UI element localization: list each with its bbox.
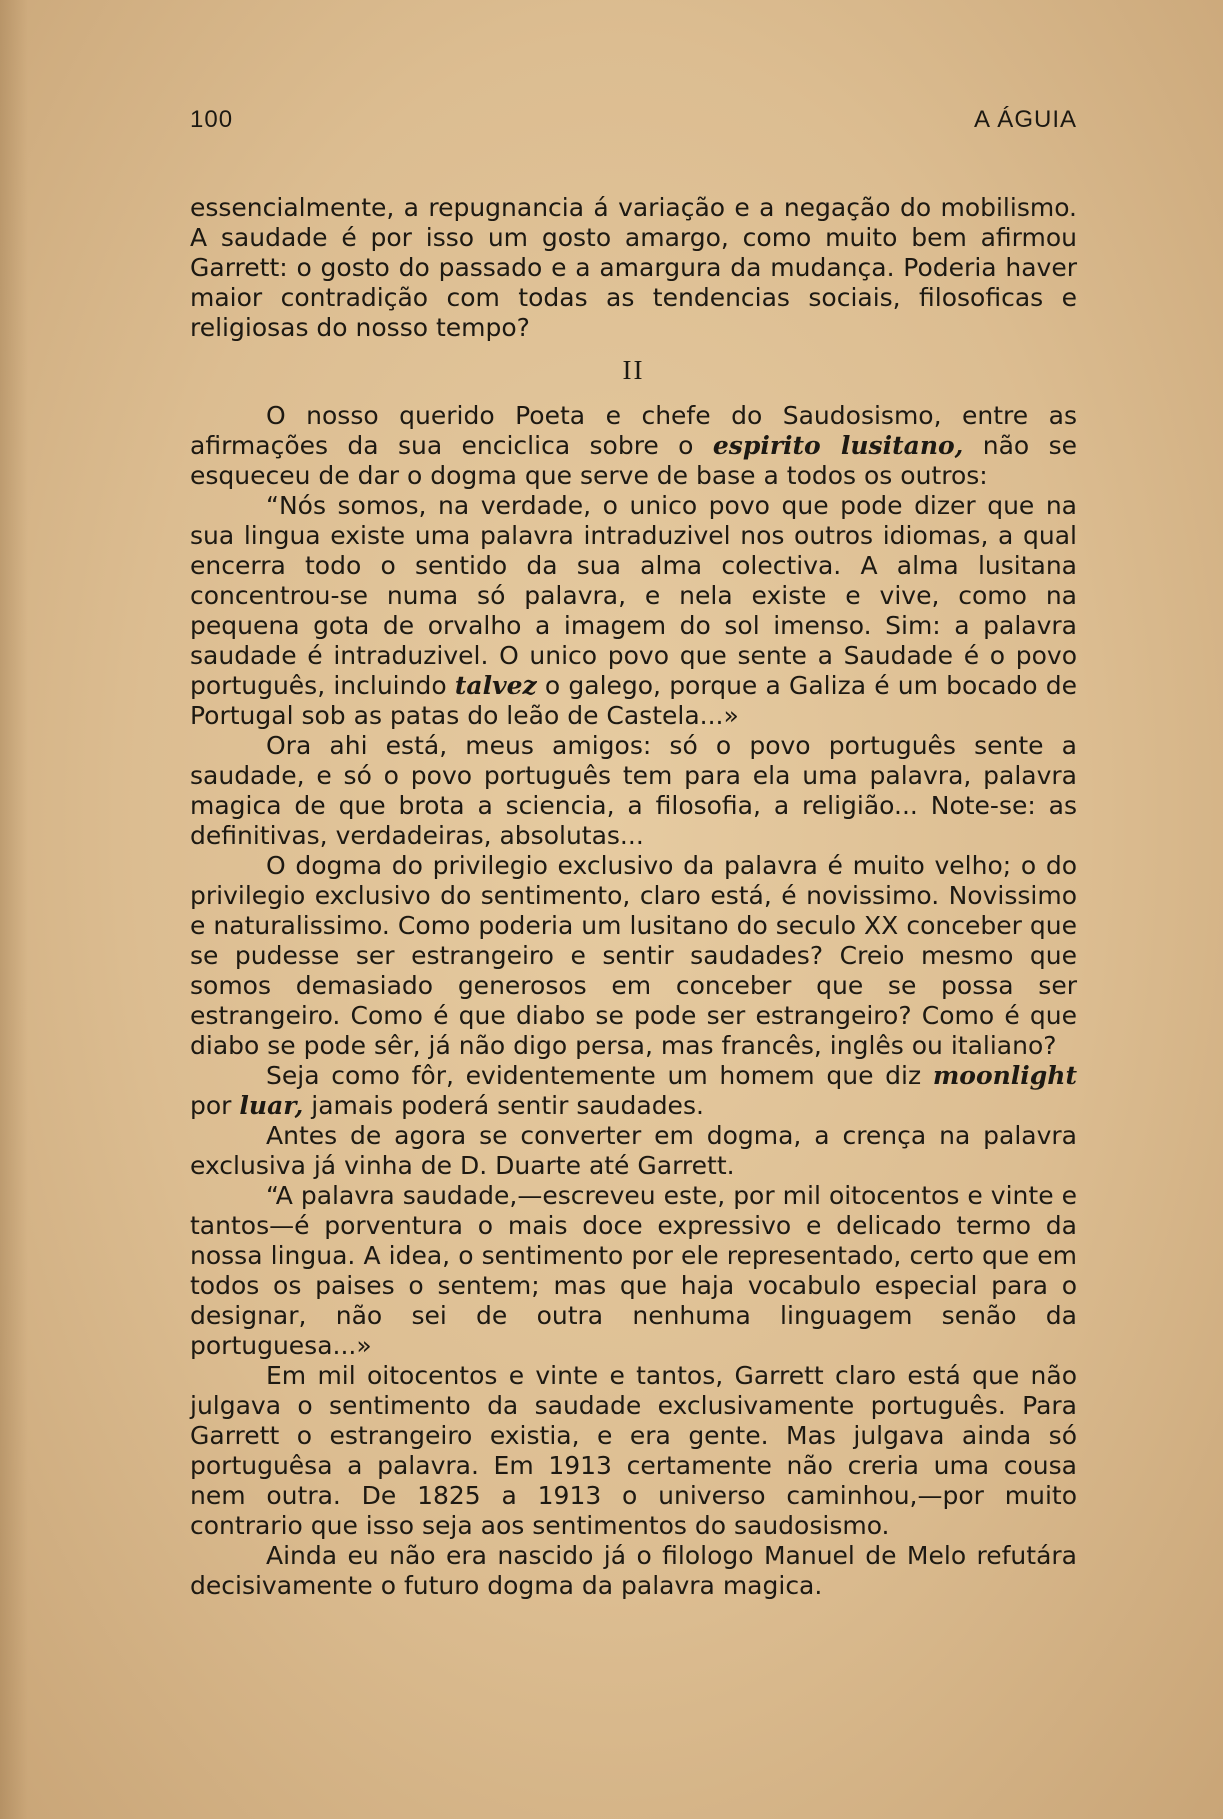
- section-number: II: [622, 355, 645, 385]
- paragraph-7: Antes de agora se converter em dogma, a crença na palavra exclusiva já vinha de D. Duarte até Garrett.: [190, 1121, 1077, 1180]
- paragraph-2-text-c: não se esqueceu de dar o dogma que serve de base a todos os outros:: [190, 431, 1078, 490]
- paragraph-6-emphasis-luar: luar,: [239, 1091, 304, 1120]
- paragraph-3-quote: [190, 491, 1077, 731]
- body-text: [190, 193, 1077, 1601]
- page-number: 100: [190, 106, 234, 133]
- paragraph-6-text-a: Seja como fôr, evidentemente um homem que diz: [266, 1061, 933, 1090]
- paragraph-6-text-e: jamais poderá sentir saudades.: [303, 1091, 704, 1120]
- paragraph-2: [190, 401, 1077, 491]
- paragraph-3-text-a: “Nós somos, na verdade, o unico povo que pode dizer que na sua lingua existe uma palavra intraduzivel nos outros idiomas, a qual encerra todo o sentido da sua alma colectiva. A alma lusitana concentrou-se numa só palavra, e nela existe e vive, como na pequena gota de orvalho a imagem do sol imenso. Sim: a palavra saudade é intraduzivel. O unico povo que sente a Saudade é o povo português, incluindo: [190, 491, 1077, 700]
- paragraph-5: O dogma do privilegio exclusivo da palavra é muito velho; o do privilegio exclusivo do sentimento, claro está, é novissimo. Novissimo e naturalissimo. Como poderia um lusitano do seculo XX conceber que se pudesse ser estrangeiro e sentir saudades? Creio mesmo que somos demasiado generosos em conceber que se possa ser estrangeiro. Como é que diabo se pode ser estrangeiro? Como é que diabo se pode sêr, já não digo persa, mas francês, inglês ou italiano?: [190, 851, 1077, 1060]
- paragraph-4: Ora ahi está, meus amigos: só o povo português sente a saudade, e só o povo português tem para ela uma palavra, palavra magica de que brota a sciencia, a filosofia, a religião... Note-se: as definitivas, verdadeiras, absolutas...: [190, 731, 1077, 850]
- paragraph-9: Em mil oitocentos e vinte e tantos, Garrett claro está que não julgava o sentimento da saudade exclusivamente português. Para Garrett o estrangeiro existia, e era gente. Mas julgava ainda só portuguêsa a palavra. Em 1913 certamente não creria uma cousa nem outra. De 1825 a 1913 o universo caminhou,—por muito contrario que isso seja aos sentimentos do saudosismo.: [190, 1361, 1077, 1540]
- paragraph-2-text-a: O nosso querido Poeta e chefe do Saudosismo, entre as afirmações da sua enciclica sobre o: [190, 401, 1077, 460]
- running-title: A ÁGUIA: [973, 106, 1077, 133]
- paragraph-3-emphasis: talvez: [454, 671, 537, 700]
- paragraph-6-emphasis-moonlight: moonlight: [932, 1061, 1077, 1090]
- paragraph-6: [190, 1061, 1077, 1121]
- paragraph-3-text-c: o galego, porque a Galiza é um bocado de Portugal sob as patas do leão de Castela...»: [190, 671, 1077, 730]
- paragraph-2-emphasis: espirito lusitano,: [712, 431, 964, 460]
- paragraph-6-text-c: por: [190, 1091, 240, 1120]
- page-header: [190, 106, 1077, 134]
- paragraph-10: Ainda eu não era nascido já o filologo Manuel de Melo refutára decisivamente o futuro dogma da palavra magica.: [190, 1541, 1077, 1600]
- paragraph-8-quote: “A palavra saudade,—escreveu este, por mil oitocentos e vinte e tantos—é porventura o mais doce expressivo e delicado termo da nossa lingua. A idea, o sentimento por ele representado, certo que em todos os paises o sentem; mas que haja vocabulo especial para o designar, não sei de outra nenhuma linguagem senão da portuguesa...»: [190, 1181, 1077, 1360]
- paragraph-1: essencialmente, a repugnancia á variação e a negação do mobilismo. A saudade é por isso um gosto amargo, como muito bem afirmou Garrett: o gosto do passado e a amargura da mudança. Poderia haver maior contradição com todas as tendencias sociais, filosoficas e religiosas do nosso tempo?: [190, 193, 1077, 342]
